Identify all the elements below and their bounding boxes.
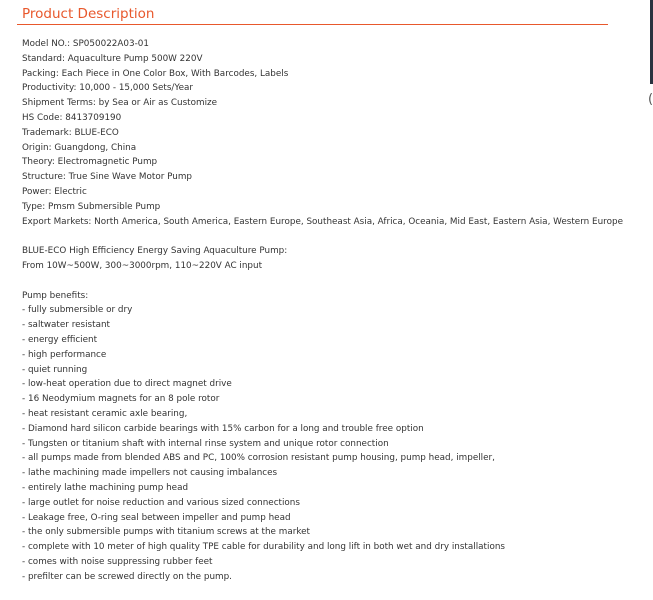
spec-list xyxy=(22,37,650,229)
list-item: - Leakage free, O-ring seal between impeller and pump head xyxy=(22,512,291,523)
list-item: - low-heat operation due to direct magnet drive xyxy=(22,379,232,390)
list-item: - the only submersible pumps with titanium screws at the market xyxy=(22,527,310,538)
spec-structure: Structure: True Sine Wave Motor Pump xyxy=(22,172,193,183)
list-item: - entirely lathe machining pump head xyxy=(22,482,189,493)
product-description-body xyxy=(22,37,650,584)
list-item: - quiet running xyxy=(22,364,88,375)
intro-line: From 10W~500W, 300~3000rpm, 110~220V AC input xyxy=(22,260,263,271)
benefits-heading: Pump benefits: xyxy=(22,290,89,301)
side-glyph: ( xyxy=(648,92,653,107)
list-item: - 16 Neodymium magnets for an 8 pole rotor xyxy=(22,394,220,405)
intro-block xyxy=(22,244,650,274)
list-item: - Tungsten or titanium shaft with internal rinse system and unique rotor connection xyxy=(22,438,389,449)
spec-type: Type: Pmsm Submersible Pump xyxy=(22,201,161,212)
title-divider xyxy=(17,24,608,25)
list-item: - prefilter can be screwed directly on the pump. xyxy=(22,571,232,582)
spec-model-no: Model NO.: SP050022A03-01 xyxy=(22,39,149,49)
list-item: - heat resistant ceramic axle bearing, xyxy=(22,408,188,419)
spec-theory: Theory: Electromagnetic Pump xyxy=(22,157,158,168)
list-item: - Diamond hard silicon carbide bearings with 15% carbon for a long and trouble free option xyxy=(22,423,424,434)
spec-shipment-terms: Shipment Terms: by Sea or Air as Customize xyxy=(22,98,218,109)
list-item: - large outlet for noise reduction and various sized connections xyxy=(22,497,300,508)
spacer xyxy=(22,274,650,289)
list-item: - lathe machining made impellers not causing imbalances xyxy=(22,468,278,479)
list-item: - energy efficient xyxy=(22,334,98,345)
list-item: - saltwater resistant xyxy=(22,320,111,331)
spec-packing: Packing: Each Piece in One Color Box, With Barcodes, Labels xyxy=(22,68,289,79)
spec-power: Power: Electric xyxy=(22,186,87,197)
spec-hs-code: HS Code: 8413709190 xyxy=(22,112,122,123)
spec-productivity: Productivity: 10,000 - 15,000 Sets/Year xyxy=(22,83,194,94)
benefits-list xyxy=(22,303,650,584)
intro-line: BLUE-ECO High Efficiency Energy Saving Aquaculture Pump: xyxy=(22,246,288,257)
list-item: - high performance xyxy=(22,349,107,360)
list-item: - complete with 10 meter of high quality TPE cable for durability and long lift in both wet and dry installations xyxy=(22,542,505,553)
spec-trademark: Trademark: BLUE-ECO xyxy=(22,127,119,138)
section-title: Product Description xyxy=(22,6,155,22)
list-item: - fully submersible or dry xyxy=(22,305,133,316)
spec-export-markets: Export Markets: North America, South America, Eastern Europe, Southeast Asia, Africa, Oceania, Mid East, Eastern Asia, Western Europe xyxy=(22,216,623,227)
list-item: - comes with noise suppressing rubber feet xyxy=(22,556,213,567)
list-item: - all pumps made from blended ABS and PC, 100% corrosion resistant pump housing, pump head, impeller, xyxy=(22,453,495,464)
spacer xyxy=(22,229,650,244)
spec-origin: Origin: Guangdong, China xyxy=(22,142,137,153)
spec-standard: Standard: Aquaculture Pump 500W 220V xyxy=(22,53,203,64)
